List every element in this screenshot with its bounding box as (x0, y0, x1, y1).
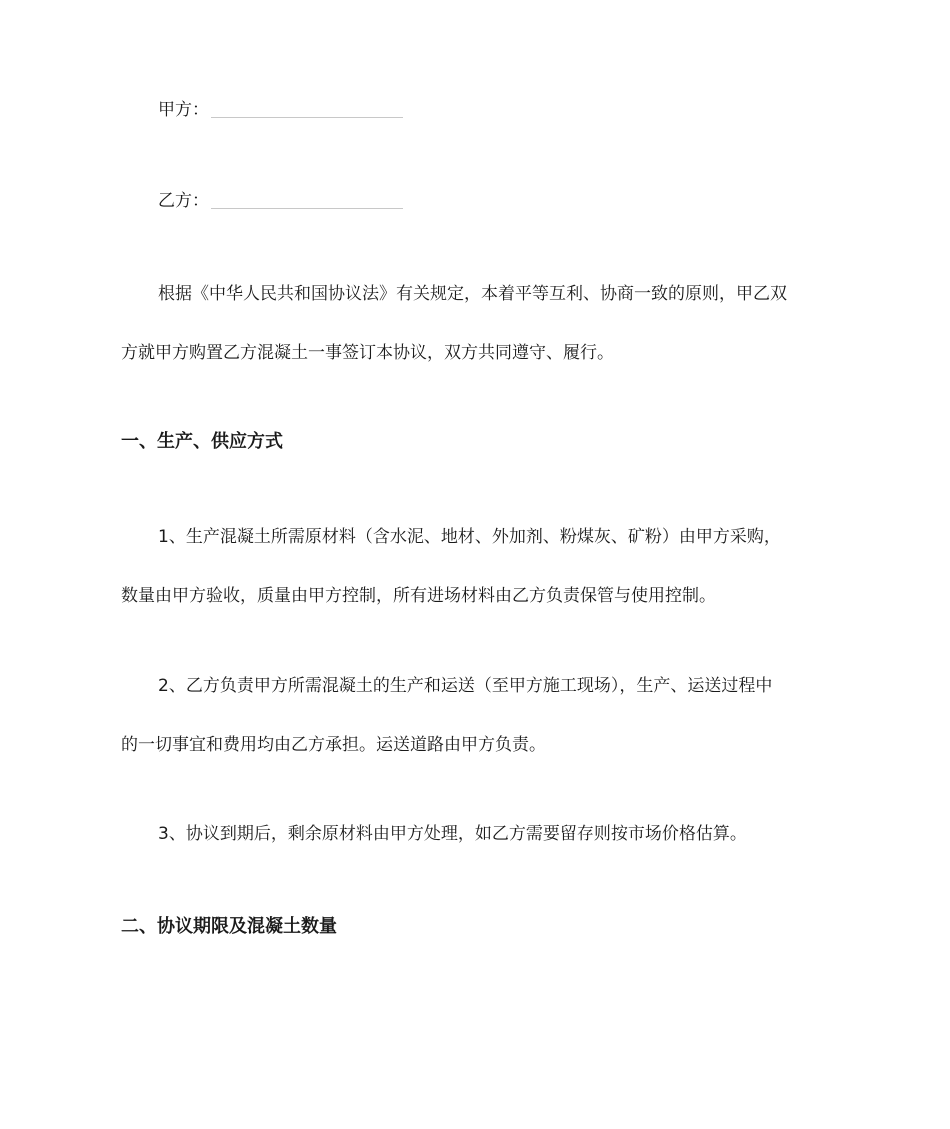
section-1-item-1 (121, 527, 833, 607)
section-1-item-3 (121, 824, 833, 848)
party-a-field (158, 100, 403, 120)
item-3-line-1: 3、协议到期后，剩余原材料由甲方处理，如乙方需要留存则按市场价格估算。 (158, 824, 747, 844)
section-1-item-2 (121, 676, 833, 756)
intro-line-2: 方就甲方购置乙方混凝土一事签订本协议，双方共同遵守、履行。 (121, 343, 614, 363)
party-b-field (158, 191, 403, 211)
item-1-line-1: 1、生产混凝土所需原材料（含水泥、地材、外加剂、粉煤灰、矿粉）由甲方采购， (158, 527, 781, 547)
party-a-blank-line (211, 105, 403, 118)
item-2-line-2: 的一切事宜和费用均由乙方承担。运送道路由甲方负责。 (121, 735, 546, 755)
intro-line-1: 根据《中华人民共和国协议法》有关规定，本着平等互利、协商一致的原则，甲乙双 (158, 284, 787, 304)
item-1-line-2: 数量由甲方验收，质量由甲方控制，所有进场材料由乙方负责保管与使用控制。 (121, 586, 716, 606)
intro-paragraph (121, 284, 833, 364)
party-b-label: 乙方： (158, 191, 209, 211)
item-2-line-1: 2、乙方负责甲方所需混凝土的生产和运送（至甲方施工现场），生产、运送过程中 (158, 676, 773, 696)
section-1-heading: 一、生产、供应方式 (121, 431, 283, 452)
section-2-heading: 二、协议期限及混凝土数量 (121, 916, 337, 937)
party-b-blank-line (211, 196, 403, 209)
party-a-label: 甲方： (158, 100, 209, 120)
